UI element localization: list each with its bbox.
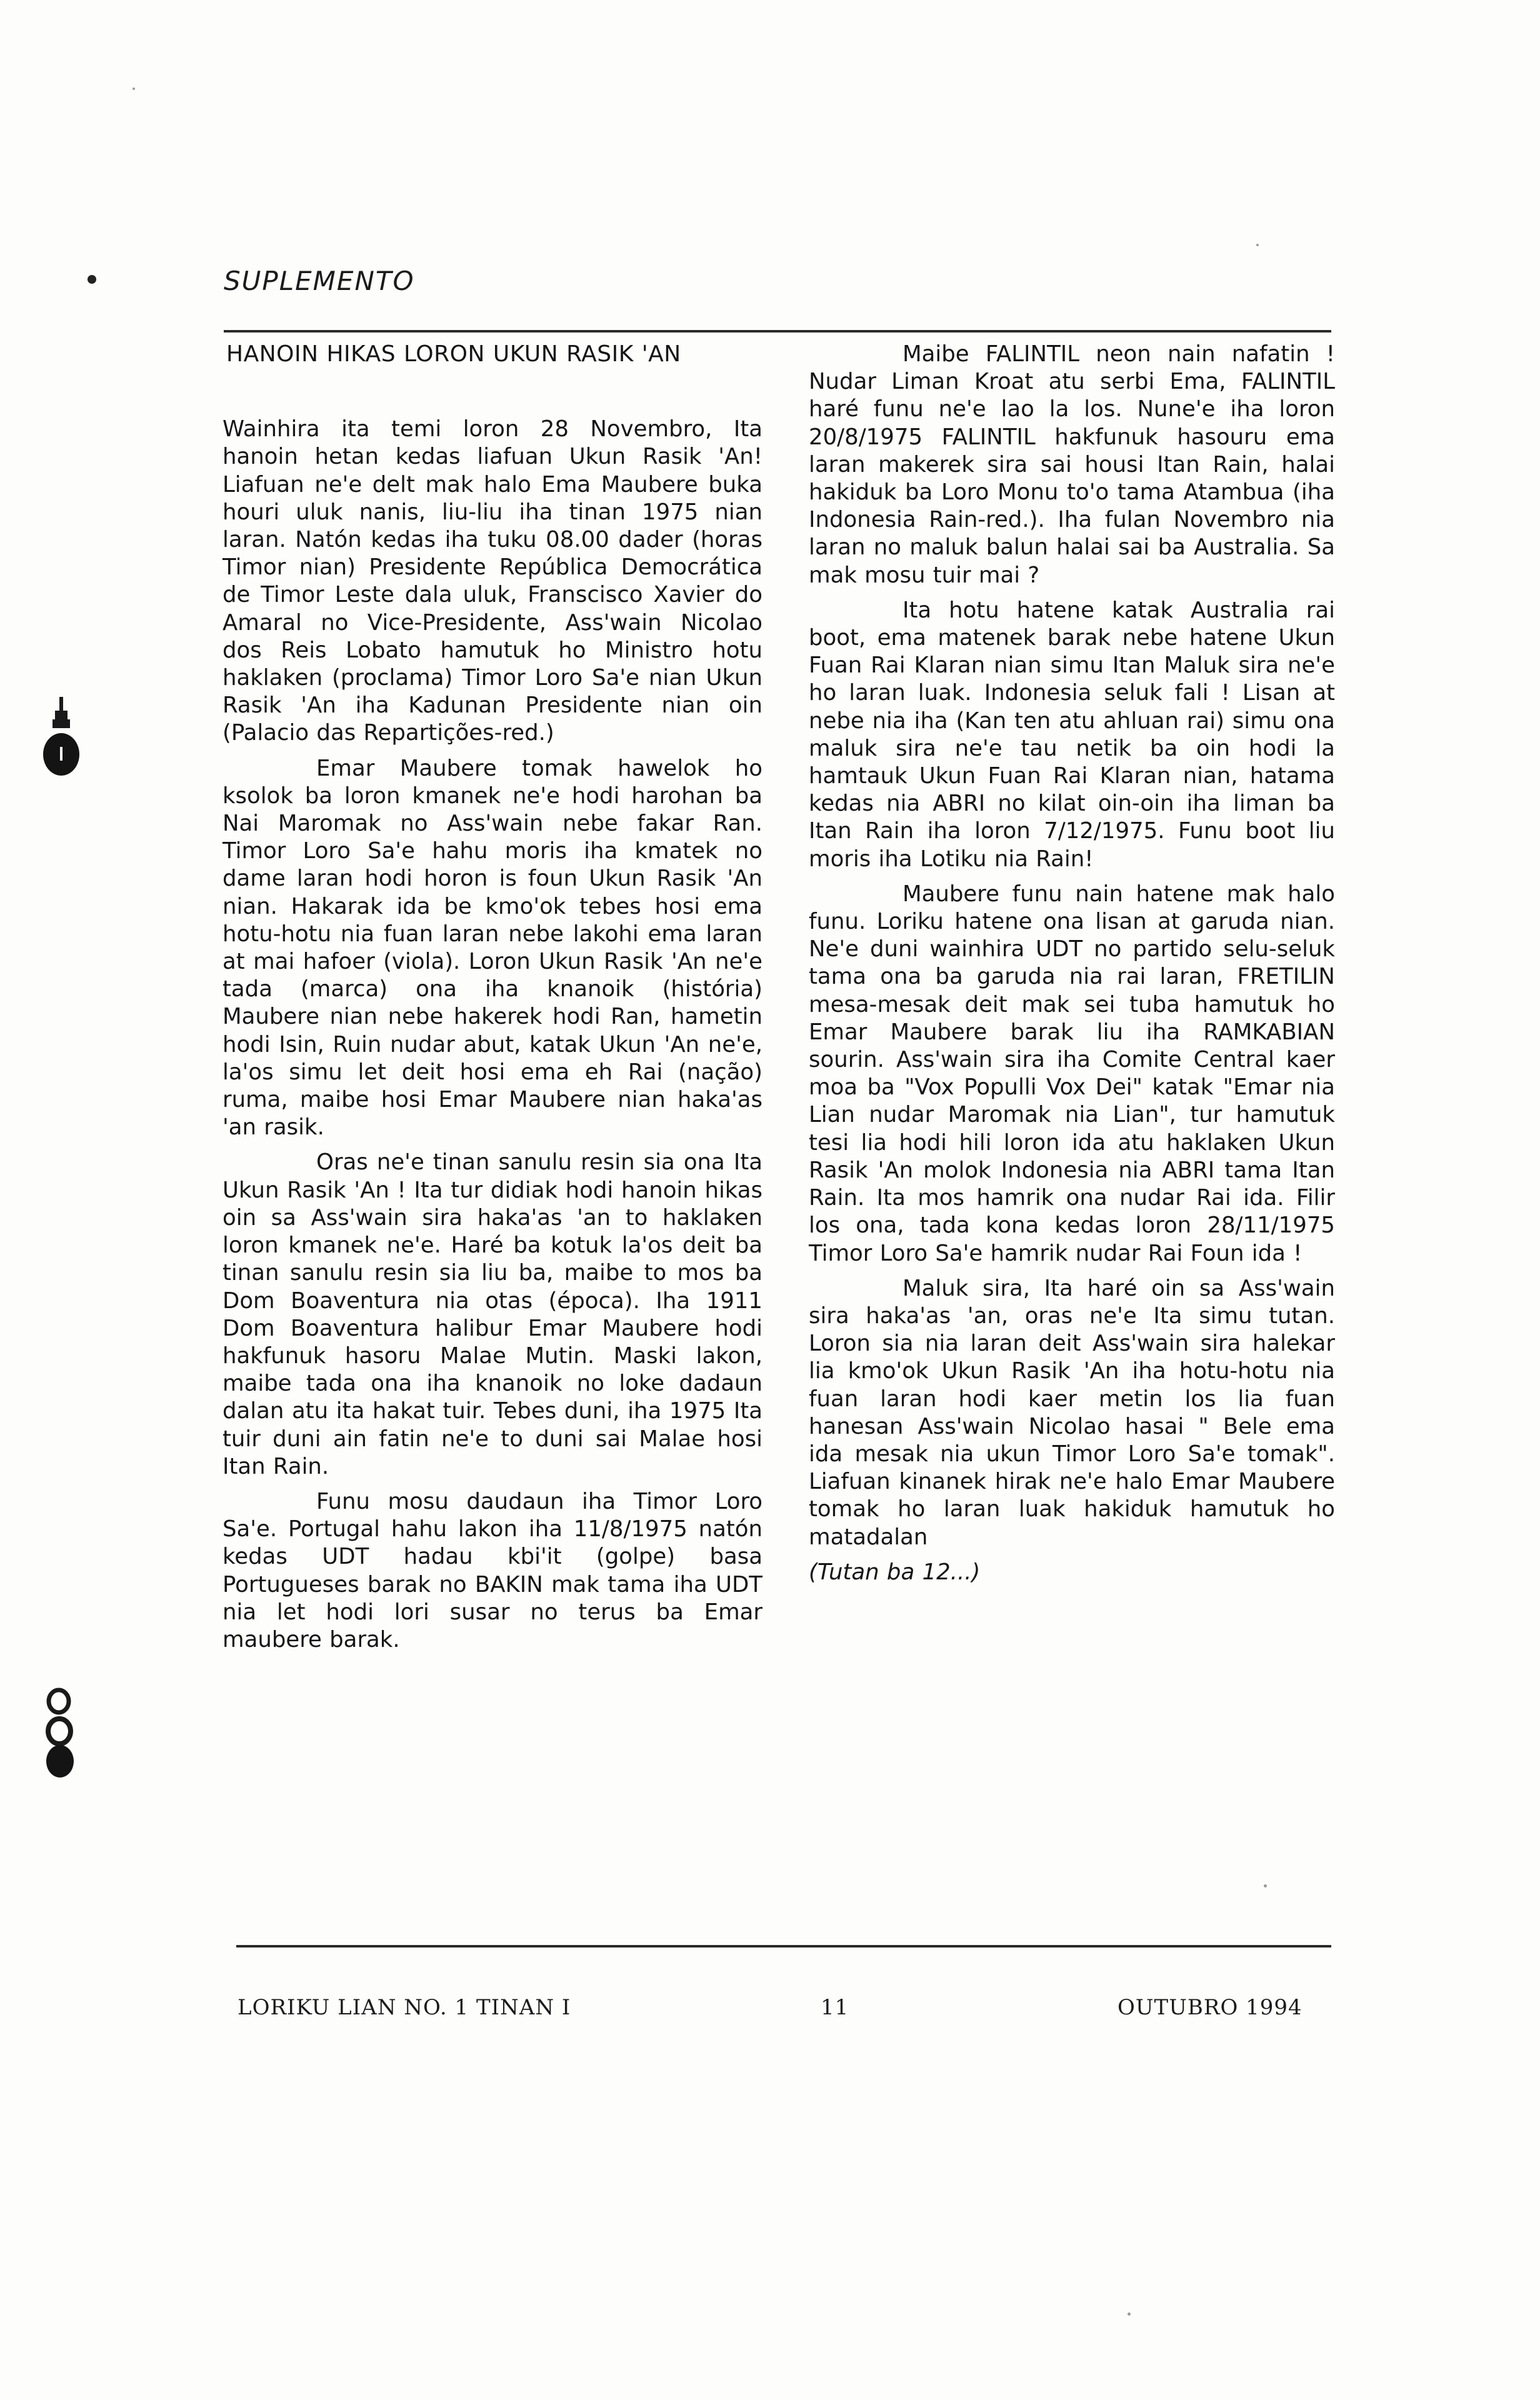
scan-speck [1128,2312,1131,2316]
paragraph: Wainhira ita temi loron 28 Novembro, Ita hanoin hetan kedas liafuan Ukun Rasik 'An! Liafuan ne'e delt mak halo Ema Maubere buka houri uluk nanis, liu-liu iha tinan 1975 nian laran. Natón kedas iha tuku 08.00 dader (horas Timor nian) Presidente República Democrática de Timor Leste dala uluk, Franscisco Xavier do Amaral no Vice-Presidente, Ass'wain Nicolao dos Reis Lobato hamutuk ho Ministro hotu haklaken (proclama) Timor Loro Sa'e nian Ukun Rasik 'An iha Kadunan Presidente nian oin (Palacio das Repartições-red.) [222,416,762,746]
scan-speck [1264,1884,1267,1888]
bullet-mark [88,275,96,284]
footer-date: OUTUBRO 1994 [1118,1995,1302,2020]
binding-figure-icon [41,697,81,778]
header-rule [224,330,1331,332]
footer-page-number: 11 [821,1995,849,2020]
footer-rule [236,1945,1331,1948]
section-label: SUPLEMENTO [224,266,415,296]
continued-note: (Tutan ba 12...) [809,1559,981,1585]
paragraph: Maibe FALINTIL neon nain nafatin ! Nudar Liman Kroat atu serbi Ema, FALINTIL haré funu ne'e lao la los. Nune'e iha loron 20/8/1975 FALINTIL hakfunuk hasouru ema laran makerek sira sai housi Itan Rain, halai hakiduk ba Loro Monu to'o tama Atambua (iha Indonesia Rain-red.). Iha fulan Novembro nia laran no maluk balun halai sai ba Australia. Sa mak mosu tuir mai ? [809,341,1335,588]
paragraph: Ita hotu hatene katak Australia rai boot, ema matenek barak nebe hatene Ukun Fuan Rai Klaran nian simu Itan Maluk sira ne'e ho laran luak. Indonesia seluk fali ! Lisan at nebe nia iha (Kan ten atu ahluan rai) simu ona maluk sira ne'e tau netik ba oin hodi la hamtauk Ukun Fuan Rai Klaran nian, hatama kedas nia ABRI no kilat oin-oin iha liman ba Itan Rain iha loron 7/12/1975. Funu boot liu moris iha Lotiku nia Rain! [809,597,1335,872]
paragraph: Maluk sira, Ita haré oin sa Ass'wain sira haka'as 'an, oras ne'e Ita simu tutan. Loron sia nia laran deit Ass'wain sira halekar lia kmo'ok Ukun Rasik 'An iha hotu-hotu nia fuan laran hodi kaer metin los lia fuan hanesan Ass'wain Nicolao hasai " Bele ema ida mesak nia ukun Timor Loro Sa'e tomak". Liafuan kinanek hirak ne'e halo Emar Maubere tomak ho laran luak hakiduk hamutuk ho matadalan [809,1275,1335,1550]
paragraph: Maubere funu nain hatene mak halo funu. Loriku hatene ona lisan at garuda nian. Ne'e duni wainhira UDT no partido selu-seluk tama ona ba garuda nia rai laran, FRETILIN mesa-mesak deit mak sei tuba hamutuk ho Emar Maubere barak liu iha RAMKABIAN sourin. Ass'wain sira iha Comite Central kaer moa ba "Vox Populli Vox Dei" katak "Emar nia Lian nudar Maromak nia Lian", tur hamutuk tesi lia hodi hili loron ida atu haklaken Ukun Rasik 'An molok Indonesia nia ABRI tama Itan Rain. Ita mos hamrik ona nudar Rai ida. Filir los ona, tada kona kedas loron 28/11/1975 Timor Loro Sa'e hamrik nudar Rai Foun ida ! [809,881,1335,1266]
scan-speck [1256,244,1259,246]
paragraph: Funu mosu daudaun iha Timor Loro Sa'e. Portugal hahu lakon iha 11/8/1975 natón kedas UDT hadau kbi'it (golpe) basa Portugueses barak no BAKIN mak tama iha UDT nia let hodi lori susar no terus ba Emar maubere barak. [222,1488,762,1652]
article-heading: HANOIN HIKAS LORON UKUN RASIK 'AN [226,341,681,367]
paragraph: Oras ne'e tinan sanulu resin sia ona Ita Ukun Rasik 'An ! Ita tur didiak hodi hanoin hikas oin sa Ass'wain sira haka'as 'an to haklaken loron kmanek ne'e. Haré ba kotuk la'os deit ba tinan sanulu resin sia liu ba, maibe to mos ba Dom Boaventura nia otas (época). Iha 1911 Dom Boaventura halibur Emar Maubere hodi hakfunuk hasoru Malae Mutin. Maski lakon, maibe tada ona iha knanoik no loke dadaun dalan atu ita hakat tuir. Tebes duni, iha 1975 Ita tuir duni ain fatin ne'e to duni sai Malae hosi Itan Rain. [222,1149,762,1479]
paragraph: Emar Maubere tomak hawelok ho ksolok ba loron kmanek ne'e hodi harohan ba Nai Maromak no Ass'wain nebe fakar Ran. Timor Loro Sa'e hahu moris iha kmatek no dame laran hodi horon is foun Ukun Rasik 'An nian. Hakarak ida be kmo'ok tebes hosi ema hotu-hotu nia fuan laran nebe lakohi ema laran at mai hafoer (viola). Loron Ukun Rasik 'An ne'e tada (marca) ona iha knanoik (história) Maubere nian nebe hakerek hodi Ran, hametin hodi Isin, Ruin nudar abut, katak Ukun 'An ne'e, la'os simu let deit hosi ema eh Rai (nação) ruma, maibe hosi Emar Maubere nian haka'as 'an rasik. [222,755,762,1141]
right-column [809,341,1335,1586]
scan-speck [132,88,135,90]
left-column [222,341,762,1661]
footer-publication: LORIKU LIAN NO. 1 TINAN I [238,1995,571,2020]
binding-loops-icon [42,1688,78,1781]
